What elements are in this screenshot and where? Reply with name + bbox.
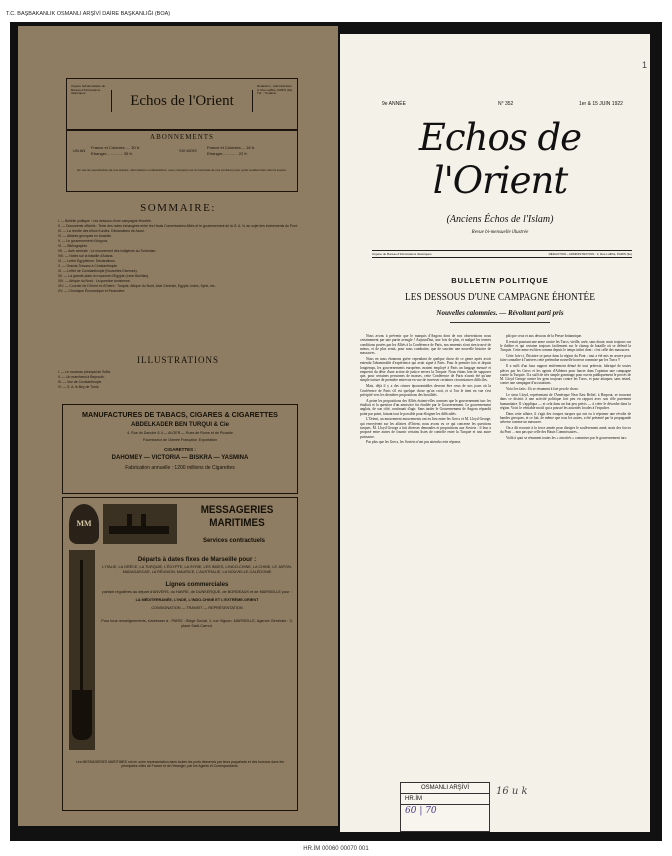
list-item: IX. — Lettre Egyptienne. Déclarations. (58, 259, 116, 263)
illustrations-list (58, 370, 298, 390)
issue-year: 9e ANNÉE (382, 101, 406, 107)
paragraph: L'Orient, un mouvement mouvements ont eu lieu entre les Grecs et M. Lloyd George, qui envoyèrent sur les affaires d'Orient, nous avons vu ce qui concerne les questions turques. M. Lloyd George a fait diverses demandes et propositions aux Soviets : il leur a proposé entre autres de fournir certains listes de contrôle entre la Turquie et tout autre puissance. (360, 417, 491, 439)
mm-title-line1: MESSAGERIES (200, 504, 274, 516)
list-item: VIII. — Notes sur la bataille d'Adana. (58, 254, 114, 258)
paragraph: Nous en nous étonnons guère cependant de quelque chose de ce genre après avoir entendu l'abominable d'expérience qui avait signé à Paris. Pour le premier fois et depuis longtemps, les gouvernements européens avaient employé à Paris un langage mesuré et empreint du désir d'une action de justice envers la Turquie. Nous étions loin de supposer que, pour certaines personnes de masses, cette Conférence de Paris n'avait été qu'une simple torture de première entrevue en vue de traverser certaines circonstances difficiles. (360, 356, 491, 383)
mm-logo: MM (69, 504, 99, 544)
issue-number: N° 352 (498, 101, 514, 107)
tabacs-production: Fabrication annuelle : 1200 millions de Cigarettes (125, 465, 235, 471)
mm-destinations: L'ITALIE, LA GRÈCE, LA TURQUIE, L'ÉGYPTE, LA SYRIE, LES INDES, L'INDO-CHINE, LA CHINE, LE JAPON, MADAGASCAR, LA RÉUNION, MAURICE, L'AUSTRALIE, LA NOUVELLE-CALÉDONIE (102, 565, 292, 574)
stamp-handwritten-number: 60 | 70 (405, 806, 437, 816)
mm-lignes: Lignes commerciales (165, 581, 229, 588)
france-un-an: France et Colonies..... 30 fr. (91, 145, 141, 150)
info-bar-right: RÉDACTION - ADMINISTRATION : 3, Rue Laffitte, PARIS (9e) (548, 252, 632, 256)
left-page (18, 26, 338, 826)
abonnements-heading: ABONNEMENTS (150, 133, 214, 141)
abonnements-box (66, 130, 298, 192)
stamp-archive-name: OSMANLI ARŞİVİ (401, 783, 489, 794)
messageries-advert (62, 497, 298, 811)
ship-hull (109, 526, 169, 534)
journal-revue: Revue bi-mensuelle illustrée (471, 230, 529, 235)
archive-stamp (400, 782, 490, 832)
list-item: III. — La révolte des tribus Kurdes. Déclarations de Azoul. (58, 229, 145, 233)
paragraph: On a dû recourir à la force armée pour dissiper le soulèvement armé, mais des forces du Pont ... non pas que celle des Hauts Commissaires... (500, 426, 631, 435)
mm-consignation: CONSIGNATION — TRANSIT — REPRÉSENTATION (151, 606, 243, 610)
page-number: 1 (642, 60, 648, 70)
list-item: I. — Le nouveau principal de Sofia. (58, 370, 111, 374)
ship-bow (72, 690, 92, 740)
mm-renseignements: Pour tous renseignements, s'adresser à : PARIS : Siège Social, 1, rue Vignon. MARSEILLE, Agence Générale : 3, place Sadi-Carnot. (101, 619, 293, 628)
list-item: XI. — Lettre de Constantinople (Nouvelles Diverses). (58, 269, 138, 273)
tabacs-advert (62, 404, 298, 494)
list-item: XV. — Chronique Économique et Financière. (58, 289, 126, 293)
paragraph: Pas plus que les Grecs, les Soviets n'ont pas attendu cette réponse. (366, 440, 462, 445)
ship-illustration (103, 504, 177, 544)
un-an-label: UN AN (73, 148, 86, 153)
bulletin-title: BULLETIN POLITIQUE (451, 276, 549, 285)
document-id: HR.İM 00060 00070 001 (303, 846, 369, 852)
ship-bow-illustration (69, 550, 95, 750)
paragraph: Le sieur Lloyd, représentant de l'Amérique Near East Relief, à Harpout, se trouvant dans ce district à une activité politique fort peu en rapport avec son rôle purement humanitaire. Il s'appliqua — et cela dans un but peu précis — à créer le désordre dans la région. Voici le véritable motif qui a poussé les autorités locales à l'expulser. (500, 393, 631, 410)
list-item: II. — Documents officiels : Texte des notes échangées entre les Hauts Commissaires Alliés et le gouvernement de la G. A. N. au sujet des évènements du Pont. (58, 224, 298, 228)
illustrations-title: ILLUSTRATIONS (137, 355, 219, 365)
list-item: IV. — S. A. le Bey de Tunis. (58, 385, 100, 389)
paragraph: Il a suffi d'un faux rapport entièrement dénué de tout prétexte, fabriqué de toutes pièces par les Grecs et les agents d'Athènes pour lancer dans l'opinion une campagne contre la Turquie. Il a suffi de très simple gommage pour ouvrir publiquement le procès de M. Lloyd George contre les gens toujours contre les Turcs, et pour attaquer, sans retard, contre une campagne d'accusations. (500, 364, 631, 386)
tabacs-title: MANUFACTURES DE TABACS, CIGARES & CIGARETTES (82, 410, 278, 419)
article-column-1 (360, 334, 491, 782)
mm-footnote: Les MESSAGERIES MARITIMES ont en outre représentation dans toutes les ports desservis par leurs paquebots et des bureaux dans les principales villes de France et de l'étranger, par les Agents et Correspondants. (76, 760, 284, 769)
paragraph: Voici les faits : Ils se résument à fort peu de chose. (506, 387, 579, 392)
paragraph: Cette fois-ci, l'histoire se passe dans la région du Pont ; tout a été mis en œuvre pour faire connaître à l'univers cette prétendue nouvelle horreur commise par les Turcs !! (500, 354, 631, 363)
journal-logo: Echos de l'Orient (418, 116, 582, 202)
issue-date: 1er & 15 JUIN 1922 (579, 101, 623, 107)
six-mois-label: SIX MOIS (179, 148, 197, 153)
paragraph: A peine les propositions des Alliés étaient-elles connues que le gouvernement turc les étudiait et la question d'un armistice fut étudiée par le Gouvernement. Le gouvernement anglais, de son côté, continuait d'agir. Sans tarder le Gouvernement de Angora répondit point par point, faisant tout le possible pour éloigner les difficultés. (360, 398, 491, 416)
mm-lignes-text: partant régulières au départ d'ANVERS, du HAVRE, de DUNKERQUE, de BORDEAUX et de MARSEILLE pour : (102, 590, 292, 594)
paragraph: Il restait pourtant une arme contre les Turcs, vieille, usée, sans doute, mais toujours sur le théâtre et qui certaine toujours facilement sur le champ de bataille où se défend la Turquie. Cette arme est bien comme depuis le temps infini dont : c'est celle des massacres. (500, 339, 631, 353)
tabacs-cigarettes-label: CIGARETTES : (164, 447, 196, 452)
info-bar (372, 250, 632, 258)
journal-subtitle: (Anciens Échos de l'Islam) (446, 214, 554, 225)
list-item: VI. — Bibliographie. (58, 244, 88, 248)
tabacs-brands: DAHOMEY — VICTORIA — BISKRA — YASMINA (111, 455, 249, 461)
list-item: II. — Un marchand à Beyrouth. (58, 375, 105, 379)
mm-title-line2: MARITIMES (209, 517, 265, 529)
masthead-left-text: Organe hebdomadaire du Bureau d'Informations Islamiques (71, 84, 106, 96)
archive-header: T.C. BAŞBAKANLIK OSMANLI ARŞİVİ DAİRE BAŞKANLIĞI (BOA) (6, 11, 171, 17)
paragraph: pût que ceux et aux dessous de la Presse britannique. (506, 334, 583, 338)
divider (450, 322, 550, 323)
mm-title (187, 504, 288, 530)
handwritten-note: 16 u k (496, 786, 528, 797)
paragraph: Mais, dèjà il y a des crimes épouvantables devront être ceux de nos jours où la Conférence de Paris s'il est quelque chose qu'on croit, et si l'on le tient en vue s'est précipité vers les dernières propositions des hostilités. (360, 384, 491, 397)
ship-mast (80, 560, 83, 710)
paragraph: Dans cette affaire, il s'agit des troupes turques qui ont eu à réprimer une révolte de bandes grecques, et ce fait, de même que tous les autres, a été présenté par la propagande adverse comme un massacre. (500, 411, 631, 425)
list-item: XIII. — Afrique du Nord : La question tunisienne. (58, 279, 131, 283)
right-page (340, 34, 650, 832)
abonnements-note: En cas de reproduction de nos articles, informations ou illustrations, nous comptons sur la courtoisie de nos confrères pour qu'ils veuillent bien citer la source. (77, 168, 287, 172)
headline: LES DESSOUS D'UNE CAMPAGNE ÉHONTÉE (405, 291, 595, 303)
tabacs-subline: Fournisseur de l'Armée Française, Exportation (143, 438, 217, 442)
tabacs-owner: ABDELKADER BEN TURQUI & Cie (130, 422, 229, 428)
masthead-title: Echos de l'Orient (111, 90, 253, 112)
mm-lignes-dest: LA MÉDITERRANÉE, L'INDE, L'INDO-CHINE ET L'EXTRÊME-ORIENT (135, 598, 259, 602)
list-item: XIV. — Courrier de l'Orient et d'Orient : Turquie, Afrique du Nord, Asie Centrale, Egypte, Indes, Syrie, etc. (58, 284, 216, 288)
tabacs-address: 4, Rue du Danube & 4 — ALGER — Rues de Rome et de Picardie (127, 431, 233, 435)
mm-body (101, 554, 293, 629)
ship-funnel (127, 514, 132, 526)
article-column-2 (500, 334, 631, 782)
left-masthead (66, 78, 298, 130)
mm-services: Services contractuels (202, 538, 266, 544)
list-item: VII. — Asie centrale : Le mouvement des indigènes au Turkestan. (58, 249, 157, 253)
mm-departs: Départs à dates fixes de Marseille pour : (137, 556, 257, 563)
masthead-right-text: Rédaction - Administration 3, Rue Laffitte, PARIS (9e) Tél. : Trudaine (257, 84, 293, 96)
info-bar-left: Organe du Bureau d'Informations Islamiques (372, 252, 432, 256)
stamp-fond: HR.İM (401, 794, 489, 805)
subhead: Nouvelles calomnies. — Révoltant parti pris (436, 309, 564, 317)
list-item: V. — Le gouvernement d'Angora. (58, 239, 108, 243)
sommaire-list (58, 219, 298, 294)
paragraph: Voilà à quoi se résument toutes les « atrocités » commises par le gouvernement turc. (506, 436, 628, 441)
etranger-un-an: Etranger............... 35 fr. (91, 151, 133, 156)
paragraph: Nous avons à prévenir que le marquis d'Angora dont de nos observations nous certainement par une partie aveugle ! Aujourd'hui, une fois de plus, et malgré les termes conditions posées par les Alliés à la Conférence de Paris, nos ennemis n'ont rien trouvé de mieux, et de plus serait, pour nous combattre, que de susciter une nouvelle histoire de massacres. (360, 334, 491, 356)
ship-funnel (141, 514, 146, 526)
list-item: XII. — La grande plaie du royaume d'Egypte (Leon Bonillac). (58, 274, 150, 278)
list-item: IV. — Affaires grecques en Anatolie. (58, 234, 112, 238)
list-item: III. — Vue de Constantinople. (58, 380, 103, 384)
list-item: I. — Bulletin politique : Les dessous d'une campagne éhontée. (58, 219, 152, 223)
sommaire-title: SOMMAIRE: (140, 202, 216, 214)
list-item: X. — Grands Travaux à Constantinople. (58, 264, 118, 268)
france-six-mois: France et Colonies.... 18 fr. (207, 145, 256, 150)
etranger-six-mois: Etranger.............. 22 fr. (207, 151, 248, 156)
